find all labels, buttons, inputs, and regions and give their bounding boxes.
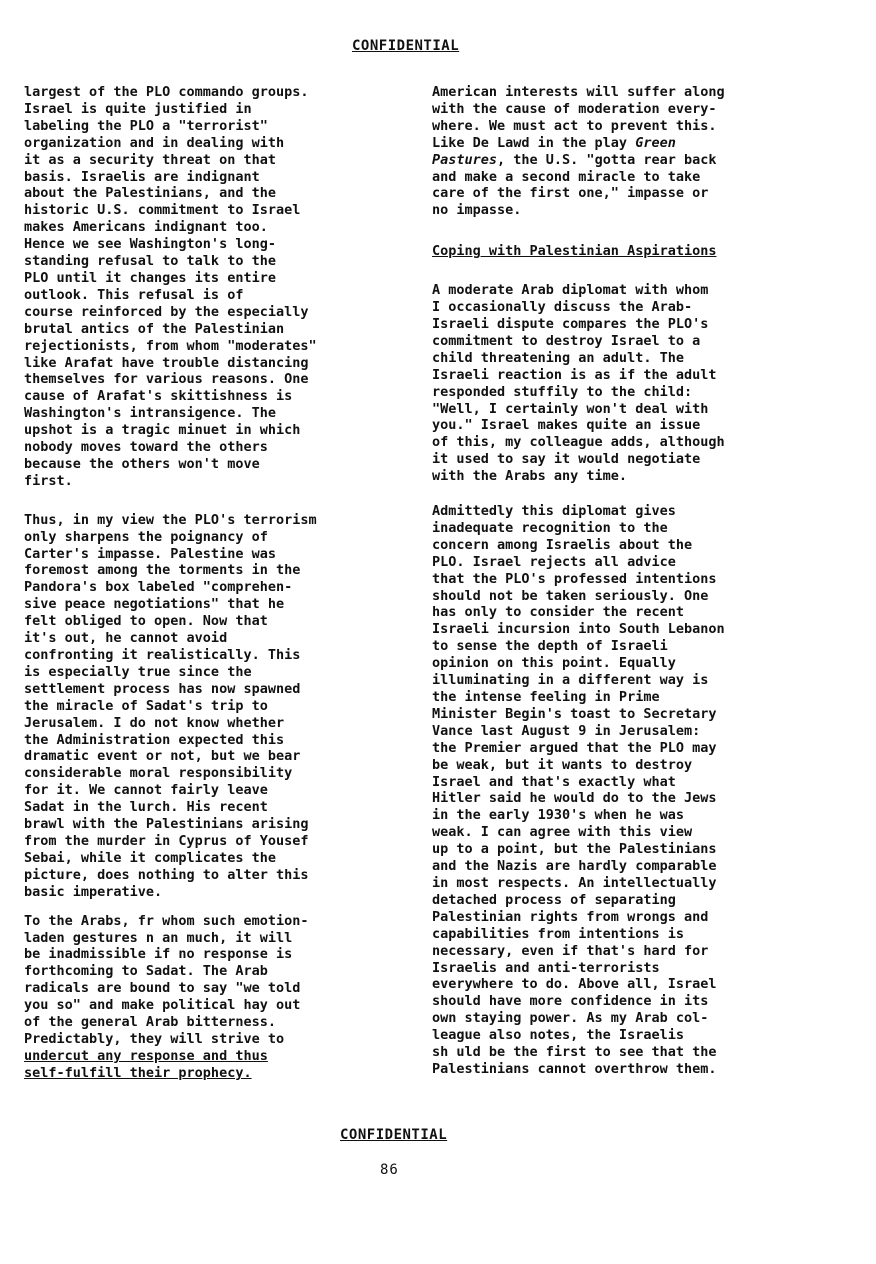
- right-column: [432, 84, 817, 1078]
- left-paragraph-3: To the Arabs, fr whom such emotion- laden gestures n an much, it will be inadmissible if no response is forthcoming to Sadat. The Arab radicals are bound to say "we told you so" and make political hay out of the general Arab bitterness. Predictably, they will strive to undercut any response and thus self-fulfill their prophecy.: [24, 912, 309, 1081]
- right-paragraph-1: American interests will suffer along with the cause of moderation every- where. We must act to prevent this. Like De Lawd in the play Green Pastures, the U.S. "gotta rear back and make a second miracle to take care of the first one," impasse or no impasse.: [432, 84, 725, 219]
- play-title-cont: Pastures: [432, 151, 498, 168]
- left-paragraph-1: largest of the PLO commando groups. Israel is quite justified in labeling the PLO a "terrorist" organization and in dealing with it as a security threat on that basis. Israelis are indignant about the Palestinians, and the historic U.S. commitment to Israel makes Americans indignant too. Hence we see Washington's long- standing refusal to talk to the PLO until it changes its entire outlook. This refusal is of course reinforced by the especially brutal antics of the Palestinian rejectionists, from whom "moderates" like Arafat have trouble distancing themselves for various reasons. One cause of Arafat's skittishness is Washington's intransigence. The upshot is a tragic minuet in which nobody moves toward the others because the others won't move first.: [24, 84, 317, 489]
- page-number: 86: [380, 1162, 399, 1178]
- right-paragraph-2: A moderate Arab diplomat with whom I occasionally discuss the Arab- Israeli dispute compares the PLO's commitment to destroy Israel to a child threatening an adult. The Israeli reaction is as if the adult responded stuffily to the child: "Well, I certainly won't deal with you." Israel makes quite an issue of this, my colleague adds, although it used to say it would negotiate with the Arabs any time.: [432, 282, 725, 485]
- play-title: Green: [635, 134, 676, 151]
- section-heading: Coping with Palestinian Aspirations: [432, 243, 717, 260]
- left-column: [24, 84, 409, 1082]
- classification-footer: CONFIDENTIAL: [340, 1127, 448, 1143]
- right-paragraph-3: Admittedly this diplomat gives inadequate recognition to the concern among Israelis about the PLO. Israel rejects all advice that the PLO's professed intentions should not be taken seriously. One has only to consider the recent Israeli incursion into South Lebanon to sense the depth of Israeli opinion on this point. Equally illuminating in a different way is the intense feeling in Prime Minister Begin's toast to Secretary Vance last August 9 in Jerusalem: the Premier argued that the PLO may be weak, but it wants to destroy Israel and that's exactly what Hitler said he would do to the Jews in the early 1930's when he was weak. I can agree with this view up to a point, but the Palestinians and the Nazis are hardly comparable in most respects. An intellectually detached process of separating Palestinian rights from wrongs and capabilities from intentions is necessary, even if that's hard for Israelis and anti-terrorists everywhere to do. Above all, Israel should have more confidence in its own staying power. As my Arab col- league also notes, the Israelis sh uld be the first to see that the Palestinians cannot overthrow them.: [432, 503, 725, 1077]
- classification-header: CONFIDENTIAL: [352, 38, 460, 54]
- left-paragraph-2: Thus, in my view the PLO's terrorism only sharpens the poignancy of Carter's impasse. Palestine was foremost among the torments in the Pandora's box labeled "comprehen- sive peace negotiations" that he felt obliged to open. Now that it's out, he cannot avoid confronting it realistically. This is especially true since the settlement process has now spawned the miracle of Sadat's trip to Jerusalem. I do not know whether the Administration expected this dramatic event or not, but we bear considerable moral responsibility for it. We cannot fairly leave Sadat in the lurch. His recent brawl with the Palestinians arising from the murder in Cyprus of Yousef Sebai, while it complicates the picture, does nothing to alter this basic imperative.: [24, 511, 317, 900]
